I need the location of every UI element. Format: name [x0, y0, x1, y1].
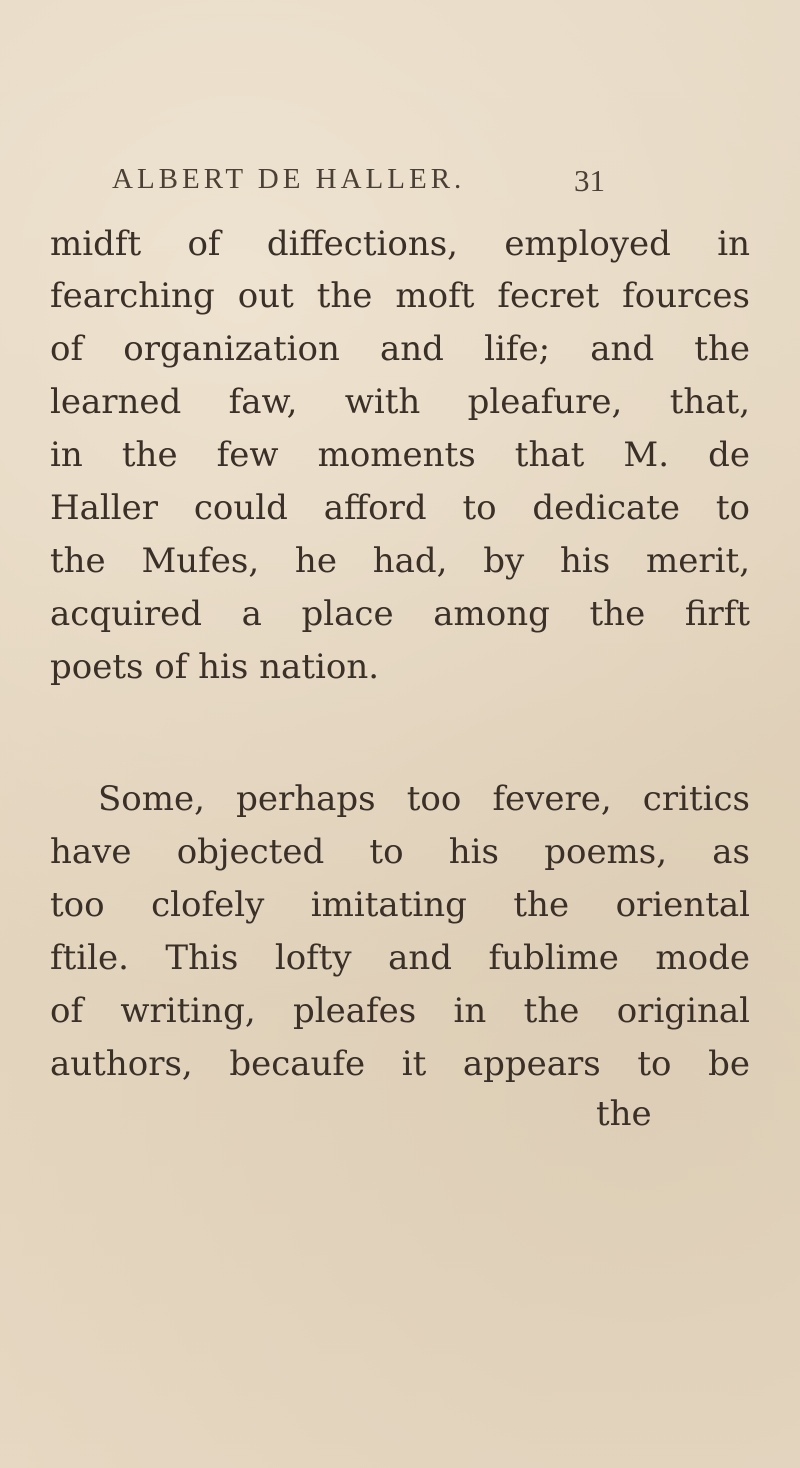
text-line: have objected to his poems, as — [50, 832, 750, 872]
text-line: ftile. This lofty and fublime mode — [50, 938, 750, 978]
text-line: of organization and life; and the — [50, 329, 750, 369]
text-line: midft of diffections, employed in — [50, 224, 750, 264]
text-line: the Mufes, he had, by his merit, — [50, 541, 750, 581]
text-line: fearching out the moft fecret fources — [50, 276, 750, 316]
text-line: too clofely imitating the oriental — [50, 885, 750, 925]
text-line: Some, perhaps too fevere, critics — [98, 779, 750, 819]
text-line: Haller could afford to dedicate to — [50, 488, 750, 528]
text-line: of writing, pleafes in the original — [50, 991, 750, 1031]
text-line: learned faw, with pleafure, that, — [50, 382, 750, 422]
text-line: authors, becaufe it appears to be — [50, 1044, 750, 1084]
text-line: poets of his nation. — [50, 647, 380, 687]
text-line: in the few moments that M. de — [50, 435, 750, 475]
running-head: ALBERT DE HALLER. — [112, 163, 466, 195]
page-number: 31 — [574, 163, 605, 198]
catchword: the — [596, 1094, 652, 1134]
text-line: acquired a place among the firft — [50, 594, 750, 634]
